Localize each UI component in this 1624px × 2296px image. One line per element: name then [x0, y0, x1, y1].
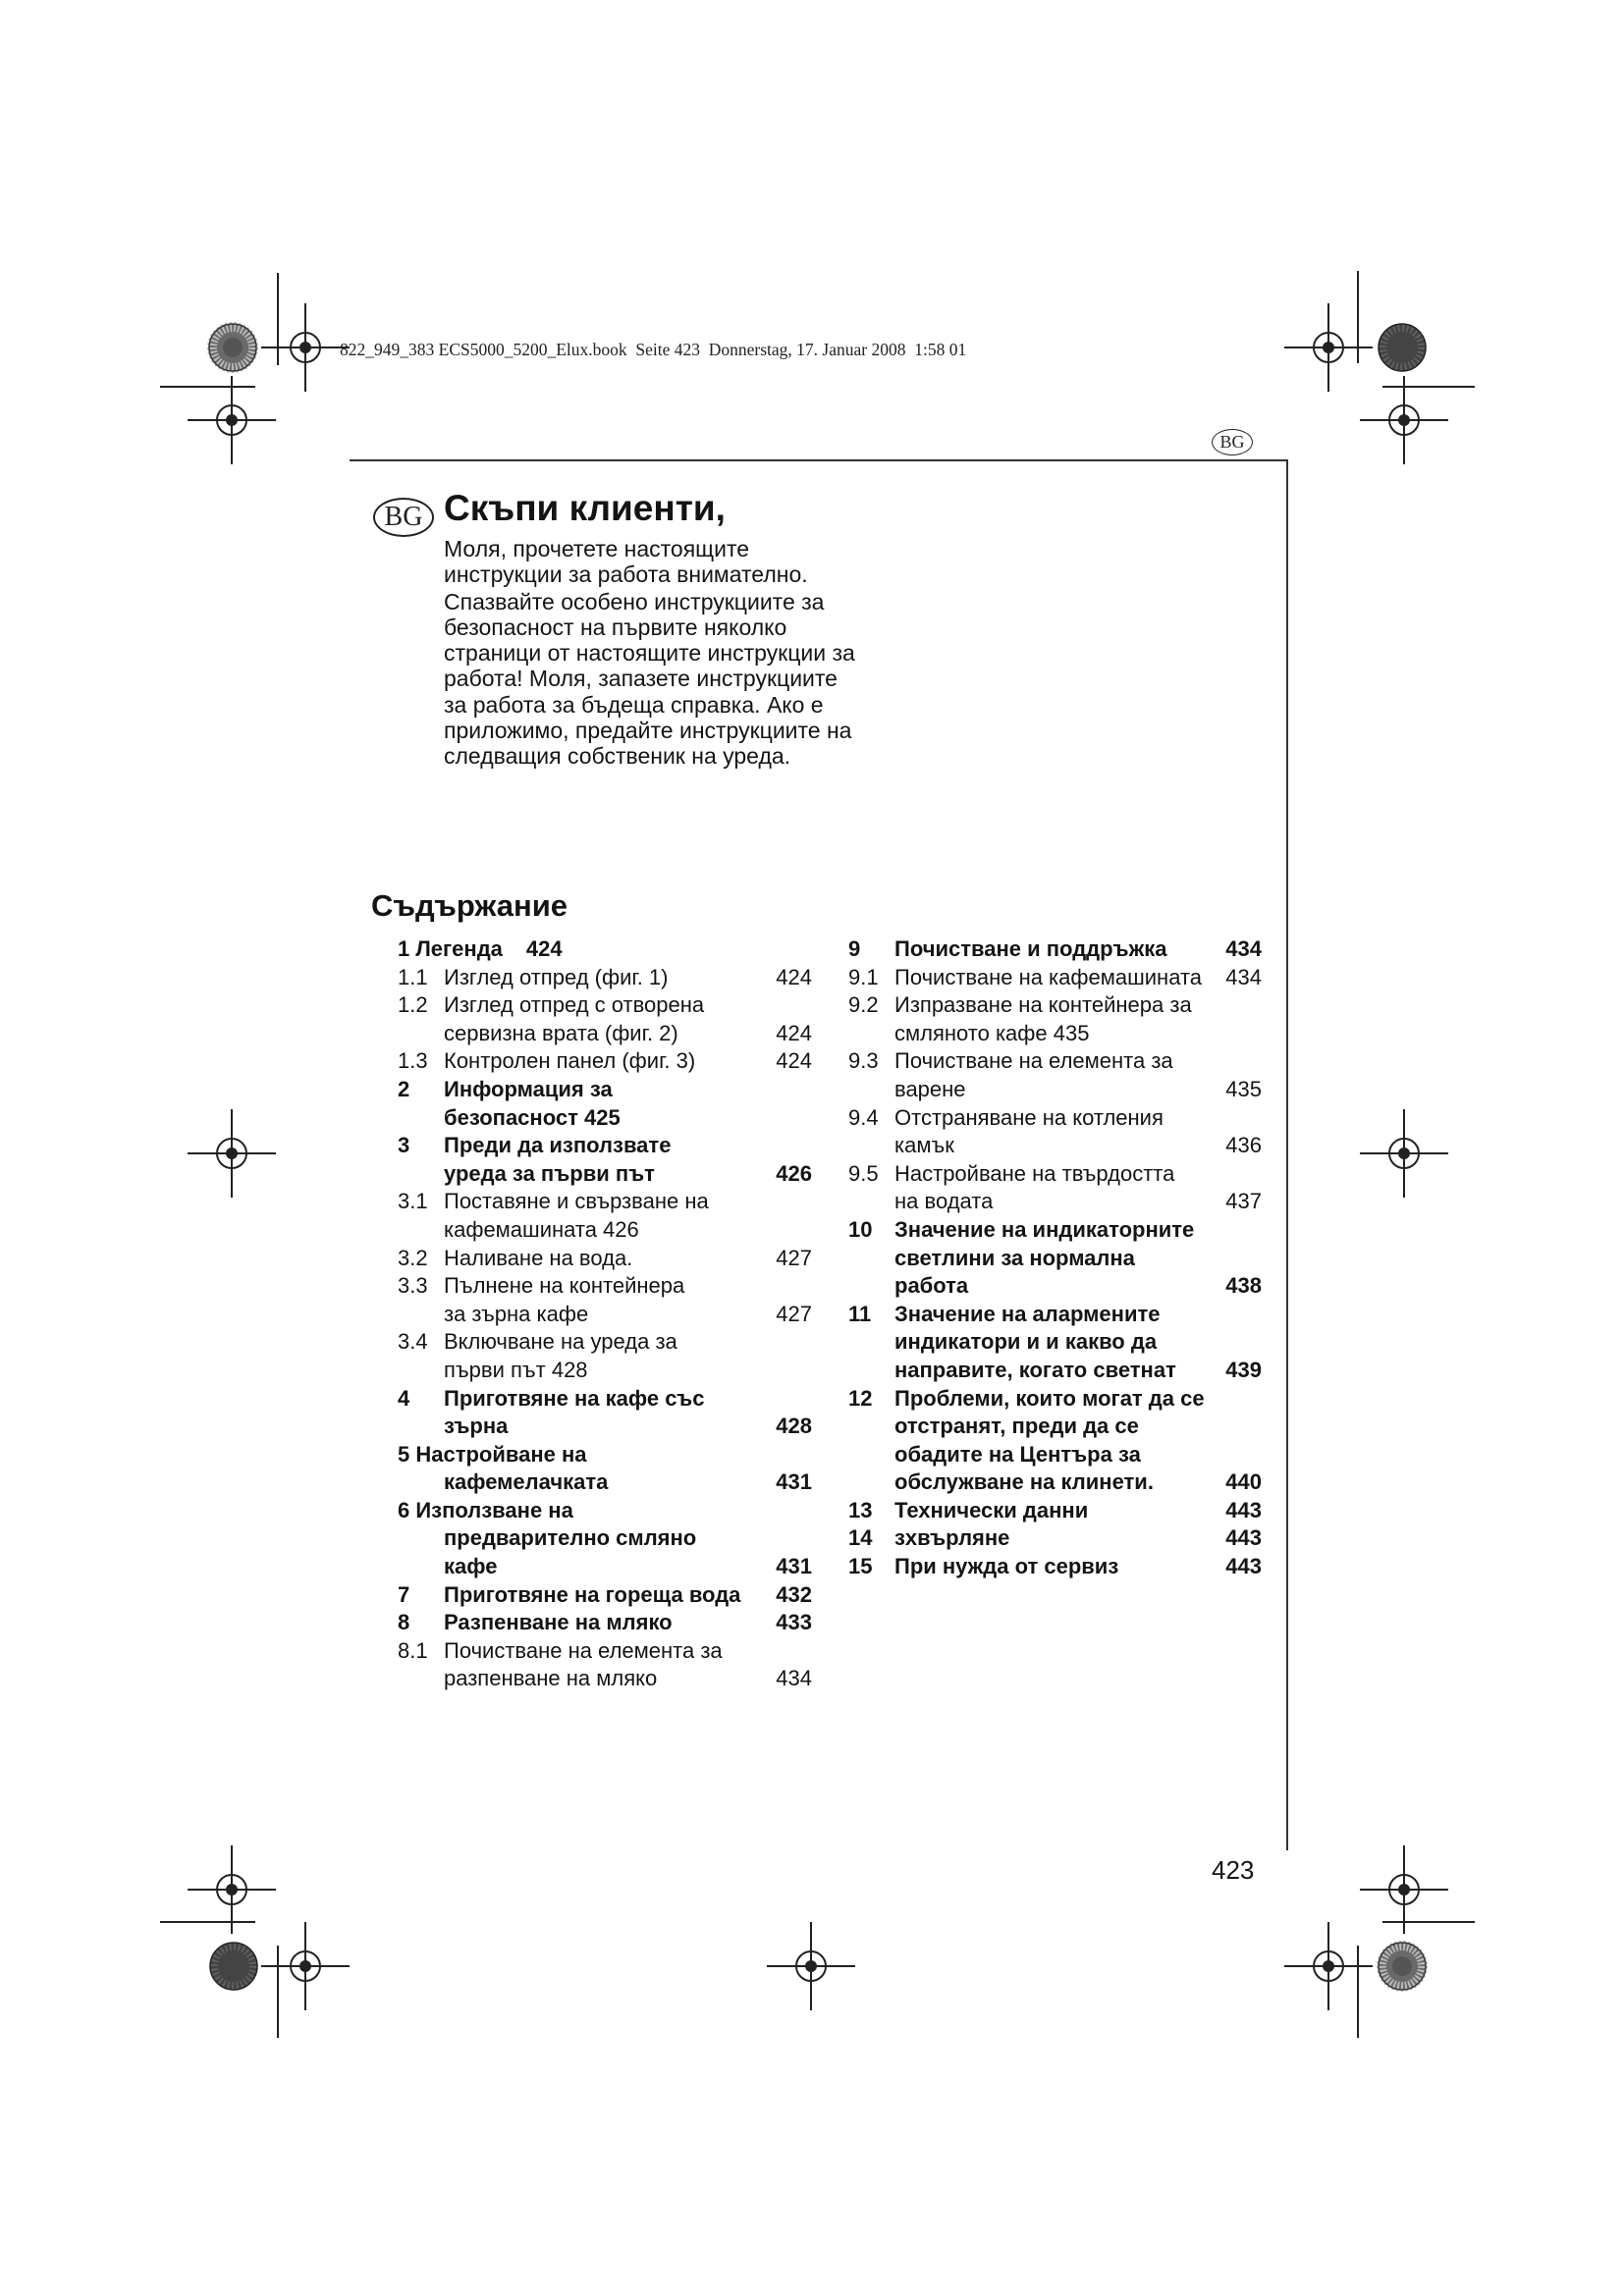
toc-entry[interactable] [398, 1441, 815, 1469]
toc-entry-title: обслужване на клинети. [894, 1469, 1154, 1495]
toc-entry[interactable] [398, 1468, 815, 1497]
toc-entry[interactable] [848, 1047, 1265, 1076]
toc-entry-number: 4 [398, 1385, 410, 1411]
toc-entry-title: камък [894, 1133, 954, 1158]
toc-entry-title: кафемашината 426 [444, 1216, 639, 1242]
toc-entry-number: 8.1 [398, 1637, 428, 1663]
toc-column-right [848, 935, 1265, 1581]
toc-entry-page: 424 [776, 964, 812, 989]
toc-entry[interactable] [398, 1160, 815, 1189]
toc-entry[interactable] [398, 1328, 815, 1357]
toc-entry[interactable] [398, 964, 815, 992]
toc-entry-title: Приготвяне на кафе със [444, 1385, 705, 1411]
toc-entry-title: Изглед отпред с отворена [444, 992, 705, 1018]
toc-entry-number: 14 [848, 1525, 873, 1551]
intro-paragraph: Моля, прочетете настоящите инструкции за работа внимателно. [444, 536, 808, 588]
toc-entry[interactable] [848, 1076, 1265, 1104]
toc-entry[interactable] [398, 935, 815, 964]
toc-entry-page: 443 [1225, 1497, 1262, 1522]
toc-entry-number: 1.1 [398, 964, 428, 989]
toc-entry-title: Проблеми, които могат да се [894, 1385, 1205, 1411]
toc-entry-title: безопасност 425 [444, 1104, 621, 1130]
toc-entry[interactable] [848, 1524, 1265, 1553]
toc-entry-number: 3.4 [398, 1329, 428, 1355]
toc-entry[interactable] [848, 1357, 1265, 1385]
toc-entry-page: 438 [1225, 1273, 1262, 1299]
toc-entry[interactable] [398, 1301, 815, 1329]
toc-entry-title: светлини за нормална [894, 1245, 1135, 1270]
toc-entry-title: индикатори и и какво да [894, 1329, 1158, 1355]
toc-entry-title: 1 Легенда [398, 936, 503, 961]
toc-entry[interactable] [398, 1385, 815, 1414]
toc-entry-title: варене [894, 1076, 966, 1101]
toc-entry[interactable] [398, 1047, 815, 1076]
toc-entry[interactable] [848, 1385, 1265, 1414]
toc-entry-title: за зърна кафе [444, 1301, 589, 1326]
toc-entry[interactable] [398, 1497, 815, 1525]
toc-entry-title: Почистване на елемента за [444, 1637, 723, 1663]
toc-entry-number: 9.1 [848, 964, 879, 989]
toc-entry-page: 427 [776, 1301, 812, 1326]
toc-entry-page: 443 [1225, 1554, 1262, 1579]
toc-column-left [398, 935, 815, 1693]
toc-entry-number: 12 [848, 1385, 873, 1411]
toc-entry[interactable] [398, 1609, 815, 1637]
registration-cross-icon [261, 303, 350, 392]
toc-entry[interactable] [398, 1272, 815, 1301]
toc-entry-number: 9.5 [848, 1160, 879, 1186]
toc-entry[interactable] [398, 1216, 815, 1245]
title-language-badge: BG [373, 498, 434, 537]
toc-entry-title: Почистване на елемента за [894, 1048, 1173, 1074]
toc-entry[interactable] [398, 1188, 815, 1216]
toc-entry[interactable] [848, 1468, 1265, 1497]
toc-entry-page: 424 [776, 1020, 812, 1045]
toc-entry-page: 434 [1225, 964, 1262, 989]
toc-entry-title: отстранят, преди да се [894, 1414, 1139, 1439]
toc-entry-page: 439 [1225, 1357, 1262, 1382]
toc-entry-title: Пълнене на контейнера [444, 1273, 685, 1299]
toc-entry-page: 434 [776, 1666, 812, 1691]
registration-cross-icon [1360, 1109, 1448, 1198]
registration-starburst-icon [209, 324, 256, 371]
toc-entry-page: 434 [1225, 936, 1262, 961]
toc-entry-title: Контролен панел (фиг. 3) [444, 1048, 696, 1074]
page-title: Скъпи клиенти, [444, 488, 726, 528]
toc-entry[interactable] [848, 1160, 1265, 1189]
intro-paragraph: Спазвайте особено инструкциите за безопасност на първите няколко страници от настоящите инструкции за работа! Моля, запазете инструкциите за работа за бъдеща справка. Ако е приложимо, предайте инструкциите на следващия собственик на уреда. [444, 588, 855, 770]
toc-entry-page: 440 [1225, 1469, 1262, 1495]
toc-entry-title: Технически данни [894, 1497, 1089, 1522]
toc-entry[interactable] [848, 935, 1265, 964]
toc-entry-title: кафемелачката [444, 1469, 609, 1495]
toc-entry-title: Значение на индикаторните [894, 1216, 1195, 1242]
toc-entry-title: Разпенване на мляко [444, 1610, 673, 1635]
toc-entry-title: Настройване на твърдостта [894, 1160, 1175, 1186]
toc-entry[interactable] [848, 1413, 1265, 1441]
toc-entry[interactable] [398, 1132, 815, 1160]
toc-entry-title: Приготвяне на гореща вода [444, 1581, 741, 1607]
registration-dark-icon [210, 1943, 257, 1990]
toc-entry[interactable] [848, 1441, 1265, 1469]
toc-entry[interactable] [398, 1357, 815, 1385]
registration-cross-icon [1284, 1922, 1373, 2010]
toc-entry[interactable] [848, 1188, 1265, 1216]
toc-entry-title: предварително смляно [444, 1525, 697, 1551]
toc-entry-number: 10 [848, 1216, 873, 1242]
toc-entry-number: 3.3 [398, 1273, 428, 1299]
intro-text [444, 536, 856, 771]
toc-entry-title: При нужда от сервиз [894, 1554, 1119, 1579]
toc-entry[interactable] [398, 1637, 815, 1666]
toc-entry[interactable] [398, 1020, 815, 1048]
toc-entry-title: уреда за първи път [444, 1160, 655, 1186]
toc-entry-title: сервизна врата (фиг. 2) [444, 1020, 678, 1045]
toc-entry-title: Преди да използвате [444, 1133, 672, 1158]
toc-entry-title: Изпразване на контейнера за [894, 992, 1192, 1018]
registration-cross-icon [1360, 1845, 1448, 1934]
toc-entry[interactable] [848, 1216, 1265, 1245]
toc-entry-title: първи път 428 [444, 1357, 588, 1382]
toc-entry-number: 9.2 [848, 992, 879, 1018]
toc-entry-number: 1.2 [398, 992, 428, 1018]
toc-entry[interactable] [848, 991, 1265, 1020]
toc-heading: Съдържание [371, 888, 568, 923]
registration-cross-icon [188, 376, 276, 464]
toc-entry-title: на водата [894, 1189, 994, 1214]
toc-entry[interactable] [398, 1076, 815, 1104]
toc-entry[interactable] [848, 1272, 1265, 1301]
registration-cross-icon [188, 1845, 276, 1934]
toc-entry-number: 3.2 [398, 1245, 428, 1270]
toc-entry-page: 437 [1225, 1189, 1262, 1214]
toc-entry[interactable] [848, 1328, 1265, 1357]
toc-entry-page: 424 [776, 1048, 812, 1074]
toc-entry[interactable] [848, 1301, 1265, 1329]
toc-entry[interactable] [848, 1132, 1265, 1160]
toc-entry-number: 8 [398, 1610, 410, 1635]
toc-entry-number: 13 [848, 1497, 873, 1522]
toc-entry-title: Включване на уреда за [444, 1329, 677, 1355]
toc-entry-title: 5 Настройване на [398, 1441, 587, 1467]
toc-entry-page: 435 [1225, 1076, 1262, 1101]
toc-entry-title: Наливане на вода. [444, 1245, 633, 1270]
registration-starburst-icon [1379, 1943, 1426, 1990]
registration-cross-icon [188, 1109, 276, 1198]
language-badge: BG [1212, 429, 1253, 455]
toc-entry-number: 9.3 [848, 1048, 879, 1074]
toc-entry-title: Почистване на кафемашината [894, 964, 1203, 989]
toc-entry[interactable] [848, 1020, 1265, 1048]
toc-entry-title: работа [894, 1273, 969, 1299]
toc-entry-title: зърна [444, 1414, 509, 1439]
toc-entry[interactable] [848, 1553, 1265, 1581]
print-header-info: 822_949_383 ECS5000_5200_Elux.book Seite 423 Donnerstag, 17. Januar 2008 1:58 01 [340, 340, 967, 359]
toc-entry-number: 1.3 [398, 1048, 428, 1074]
toc-entry-page: 426 [776, 1160, 812, 1186]
toc-entry-number: 3.1 [398, 1189, 428, 1214]
toc-entry-page: 424 [525, 936, 563, 961]
toc-entry-page: 431 [776, 1469, 812, 1495]
page-number: 423 [1212, 1855, 1255, 1885]
toc-entry-title: Поставяне и свързване на [444, 1189, 709, 1214]
toc-entry[interactable] [848, 1245, 1265, 1273]
toc-entry-title: направите, когато светнат [894, 1357, 1176, 1382]
toc-entry-title: обадите на Центъра за [894, 1441, 1141, 1467]
toc-entry-title: зхвърляне [894, 1525, 1010, 1551]
toc-entry-title: разпенване на мляко [444, 1666, 658, 1691]
toc-entry-page: 436 [1225, 1133, 1262, 1158]
toc-entry-page: 428 [776, 1414, 812, 1439]
toc-entry[interactable] [848, 1104, 1265, 1133]
toc-entry-title: 6 Използване на [398, 1497, 573, 1522]
toc-entry-page: 427 [776, 1245, 812, 1270]
toc-entry-number: 9.4 [848, 1104, 879, 1130]
toc-entry-title: Изглед отпред (фиг. 1) [444, 964, 669, 989]
toc-entry-number: 15 [848, 1554, 873, 1579]
toc-entry-number: 11 [848, 1301, 872, 1326]
toc-entry-number: 9 [848, 936, 861, 961]
toc-entry[interactable] [398, 1104, 815, 1133]
toc-entry[interactable] [398, 1553, 815, 1581]
registration-cross-icon [767, 1922, 855, 2010]
toc-entry-title: смляното кафе 435 [894, 1020, 1090, 1045]
toc-entry-title: Почистване и поддръжка [894, 936, 1167, 961]
toc-entry-title: Отстраняване на котления [894, 1104, 1164, 1130]
toc-entry-page: 432 [776, 1581, 812, 1607]
toc-entry[interactable] [398, 1245, 815, 1273]
toc-entry[interactable] [398, 991, 815, 1020]
registration-cross-icon [261, 1922, 350, 2010]
toc-entry[interactable] [398, 1413, 815, 1441]
toc-entry-title: Значение на алармените [894, 1301, 1161, 1326]
toc-entry[interactable] [848, 1497, 1265, 1525]
toc-entry[interactable] [398, 1665, 815, 1693]
registration-cross-icon [1360, 376, 1448, 464]
registration-dark-icon [1379, 324, 1426, 371]
toc-entry-number: 7 [398, 1581, 410, 1607]
toc-entry[interactable] [848, 964, 1265, 992]
toc-entry-number: 3 [398, 1133, 410, 1158]
registration-cross-icon [1284, 303, 1373, 392]
toc-entry-page: 433 [776, 1610, 812, 1635]
toc-entry-page: 443 [1225, 1525, 1262, 1551]
toc-entry[interactable] [398, 1524, 815, 1553]
toc-entry-title: кафе [444, 1554, 498, 1579]
toc-entry-page: 431 [776, 1554, 812, 1579]
toc-entry-number: 2 [398, 1076, 410, 1101]
toc-entry-title: Информация за [444, 1076, 613, 1101]
toc-entry[interactable] [398, 1581, 815, 1610]
